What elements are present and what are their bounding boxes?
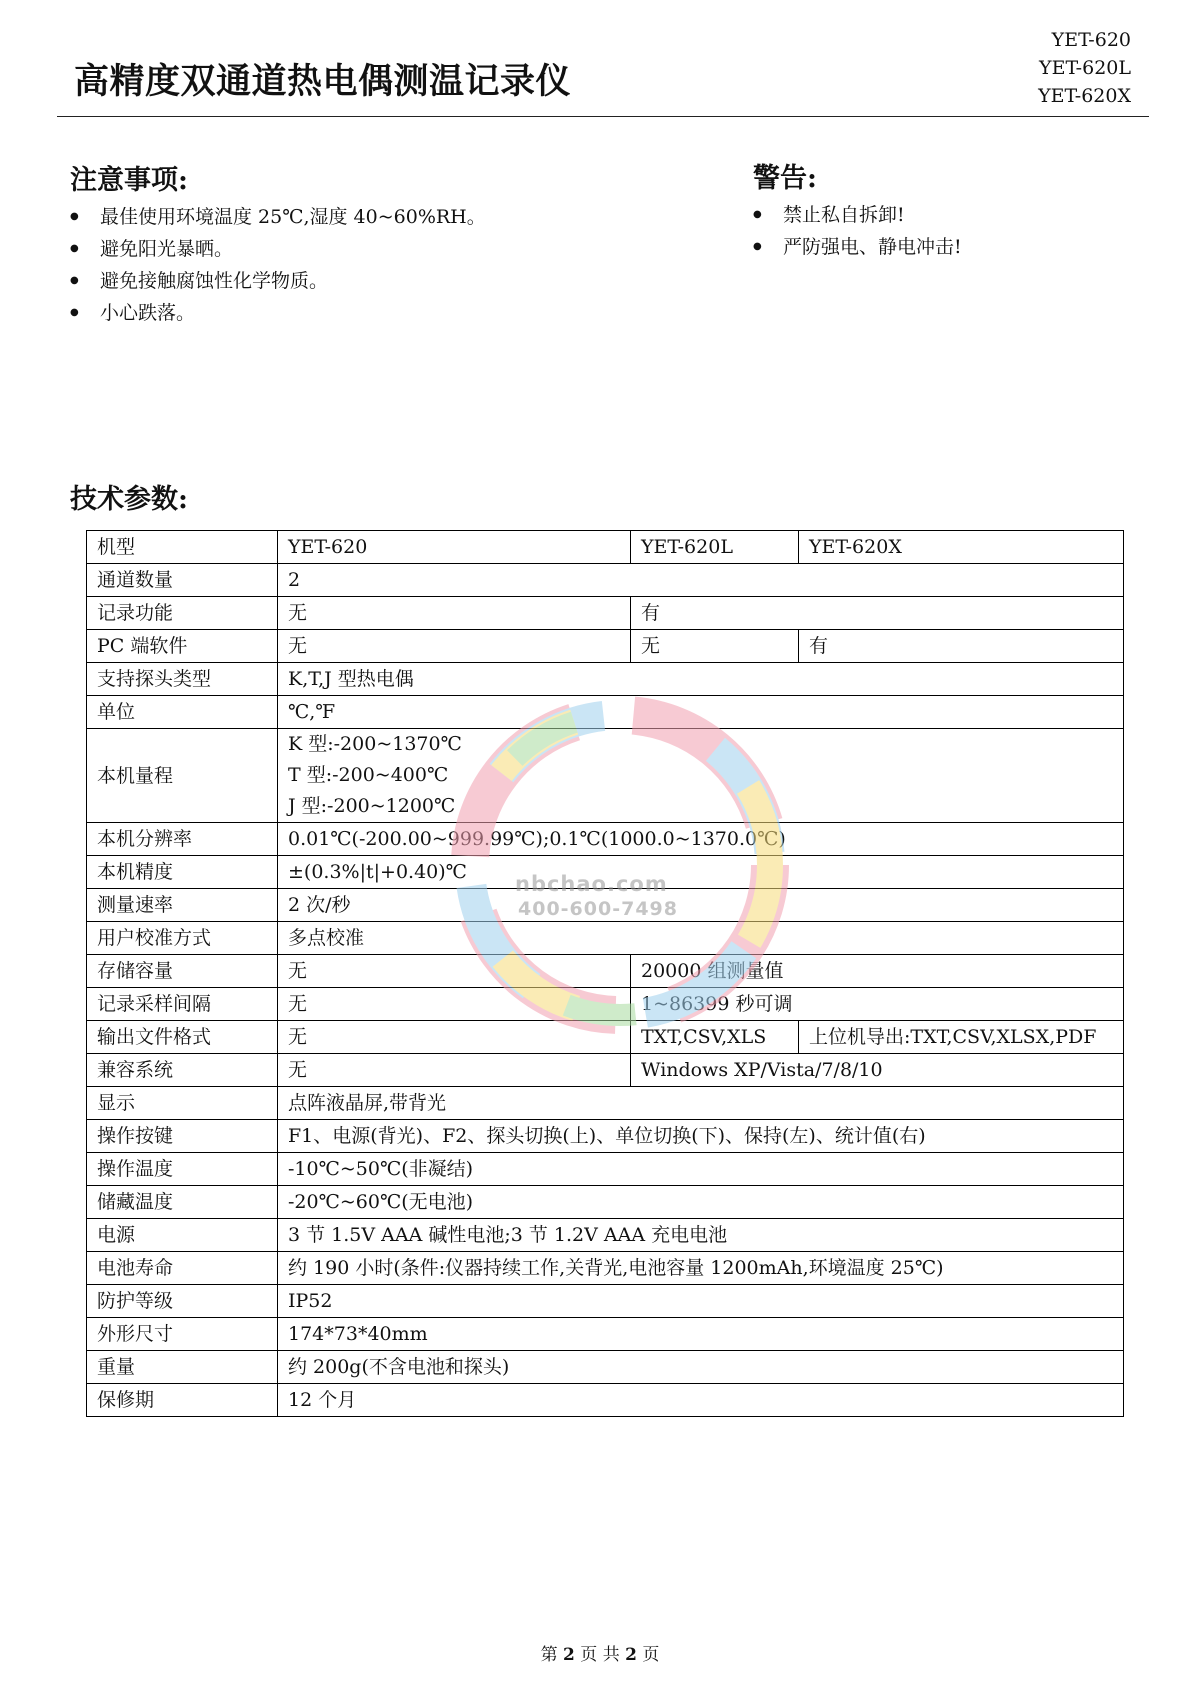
table-row [87, 1021, 1124, 1054]
row-label: 保修期 [87, 1384, 278, 1417]
table-row [87, 729, 1124, 823]
row-label: 用户校准方式 [87, 922, 278, 955]
row-label: 通道数量 [87, 564, 278, 597]
table-cell: -10℃~50℃(非凝结) [278, 1153, 1124, 1186]
table-cell: 有 [799, 630, 1124, 663]
watermark-phone: 400-600-7498 [518, 898, 678, 920]
row-label: 显示 [87, 1087, 278, 1120]
table-cell: 12 个月 [278, 1384, 1124, 1417]
table-row [87, 696, 1124, 729]
table-row [87, 922, 1124, 955]
table-row [87, 1120, 1124, 1153]
row-label: 单位 [87, 696, 278, 729]
document-title: 高精度双通道热电偶测温记录仪 [74, 61, 572, 102]
table-cell: 0.01℃(-200.00~999.99℃);0.1℃(1000.0~1370.0℃) [278, 823, 1124, 856]
warning-heading: 警告: [753, 163, 817, 194]
row-label: 本机精度 [87, 856, 278, 889]
row-label: 电池寿命 [87, 1252, 278, 1285]
table-row [87, 988, 1124, 1021]
table-row [87, 1153, 1124, 1186]
table-row [87, 1054, 1124, 1087]
table-cell: ℃,℉ [278, 696, 1124, 729]
row-label: 防护等级 [87, 1285, 278, 1318]
list-item: ● 最佳使用环境温度 25℃,湿度 40~60%RH。 [70, 201, 486, 233]
footer-middle: 页 共 [580, 1645, 620, 1665]
table-row [87, 597, 1124, 630]
table-cell: 1~86399 秒可调 [631, 988, 1124, 1021]
table-row [87, 1252, 1124, 1285]
row-label: 操作温度 [87, 1153, 278, 1186]
footer-prefix: 第 [540, 1645, 558, 1665]
table-cell: 2 [278, 564, 1124, 597]
model-list [1038, 26, 1131, 110]
range-line: T 型:-200~400℃ [288, 764, 449, 786]
table-row [87, 630, 1124, 663]
row-label: 输出文件格式 [87, 1021, 278, 1054]
table-cell: K,T,J 型热电偶 [278, 663, 1124, 696]
table-cell: 20000 组测量值 [631, 955, 1124, 988]
row-label: 记录功能 [87, 597, 278, 630]
table-row [87, 1186, 1124, 1219]
table-row [87, 663, 1124, 696]
range-line: J 型:-200~1200℃ [288, 795, 456, 817]
range-line: K 型:-200~1370℃ [288, 733, 462, 755]
table-cell: IP52 [278, 1285, 1124, 1318]
table-row [87, 1384, 1124, 1417]
table-cell [278, 729, 1124, 823]
watermark-brand: nbchao.com [515, 872, 668, 896]
row-label: PC 端软件 [87, 630, 278, 663]
table-row [87, 1219, 1124, 1252]
table-row [87, 1351, 1124, 1384]
list-item: ● 小心跌落。 [70, 297, 486, 329]
row-label: 外形尺寸 [87, 1318, 278, 1351]
table-cell: 无 [631, 630, 799, 663]
table-cell: 上位机导出:TXT,CSV,XLSX,PDF [799, 1021, 1124, 1054]
row-label: 本机分辨率 [87, 823, 278, 856]
table-cell: 3 节 1.5V AAA 碱性电池;3 节 1.2V AAA 充电电池 [278, 1219, 1124, 1252]
table-cell: 174*73*40mm [278, 1318, 1124, 1351]
row-label: 记录采样间隔 [87, 988, 278, 1021]
table-cell: 2 次/秒 [278, 889, 1124, 922]
table-row [87, 531, 1124, 564]
model-name: YET-620L [1039, 57, 1131, 79]
table-row [87, 955, 1124, 988]
total-pages: 2 [625, 1645, 637, 1665]
table-cell: 无 [278, 1054, 631, 1087]
table-cell: 无 [278, 1021, 631, 1054]
row-label: 重量 [87, 1351, 278, 1384]
warning-list [753, 199, 962, 263]
table-cell: YET-620L [631, 531, 799, 564]
table-row [87, 1318, 1124, 1351]
row-label: 操作按键 [87, 1120, 278, 1153]
row-label: 测量速率 [87, 889, 278, 922]
list-item: ● 避免阳光暴晒。 [70, 233, 486, 265]
row-label: 支持探头类型 [87, 663, 278, 696]
spec-table [86, 530, 1124, 1417]
row-label: 储藏温度 [87, 1186, 278, 1219]
table-cell: 多点校准 [278, 922, 1124, 955]
table-cell: 有 [631, 597, 1124, 630]
table-row [87, 823, 1124, 856]
page-header [57, 20, 1149, 117]
table-cell: 无 [278, 597, 631, 630]
row-label: 电源 [87, 1219, 278, 1252]
footer-suffix: 页 [642, 1645, 660, 1665]
table-cell: YET-620 [278, 531, 631, 564]
table-cell: 无 [278, 988, 631, 1021]
table-row [87, 1087, 1124, 1120]
table-cell: 点阵液晶屏,带背光 [278, 1087, 1124, 1120]
table-cell: 无 [278, 630, 631, 663]
notes-list [70, 201, 486, 329]
row-label: 机型 [87, 531, 278, 564]
row-label: 本机量程 [87, 729, 278, 823]
table-cell: -20℃~60℃(无电池) [278, 1186, 1124, 1219]
current-page: 2 [563, 1645, 575, 1665]
table-row [87, 564, 1124, 597]
table-cell: 约 200g(不含电池和探头) [278, 1351, 1124, 1384]
notes-heading: 注意事项: [70, 165, 188, 196]
model-name: YET-620 [1051, 29, 1131, 51]
table-row [87, 1285, 1124, 1318]
table-cell: Windows XP/Vista/7/8/10 [631, 1054, 1124, 1087]
spec-heading: 技术参数: [70, 484, 188, 515]
table-cell: YET-620X [799, 531, 1124, 564]
list-item: ● 禁止私自拆卸! [753, 199, 962, 231]
row-label: 兼容系统 [87, 1054, 278, 1087]
model-name: YET-620X [1038, 85, 1131, 107]
table-cell: F1、电源(背光)、F2、探头切换(上)、单位切换(下)、保持(左)、统计值(右) [278, 1120, 1124, 1153]
table-cell: 无 [278, 955, 631, 988]
table-cell: ±(0.3%|t|+0.40)℃ [278, 856, 1124, 889]
page-footer [0, 1640, 1200, 1665]
table-cell: 约 190 小时(条件:仪器持续工作,关背光,电池容量 1200mAh,环境温度 25℃) [278, 1252, 1124, 1285]
table-cell: TXT,CSV,XLS [631, 1021, 799, 1054]
list-item: ● 避免接触腐蚀性化学物质。 [70, 265, 486, 297]
row-label: 存储容量 [87, 955, 278, 988]
list-item: ● 严防强电、静电冲击! [753, 231, 962, 263]
